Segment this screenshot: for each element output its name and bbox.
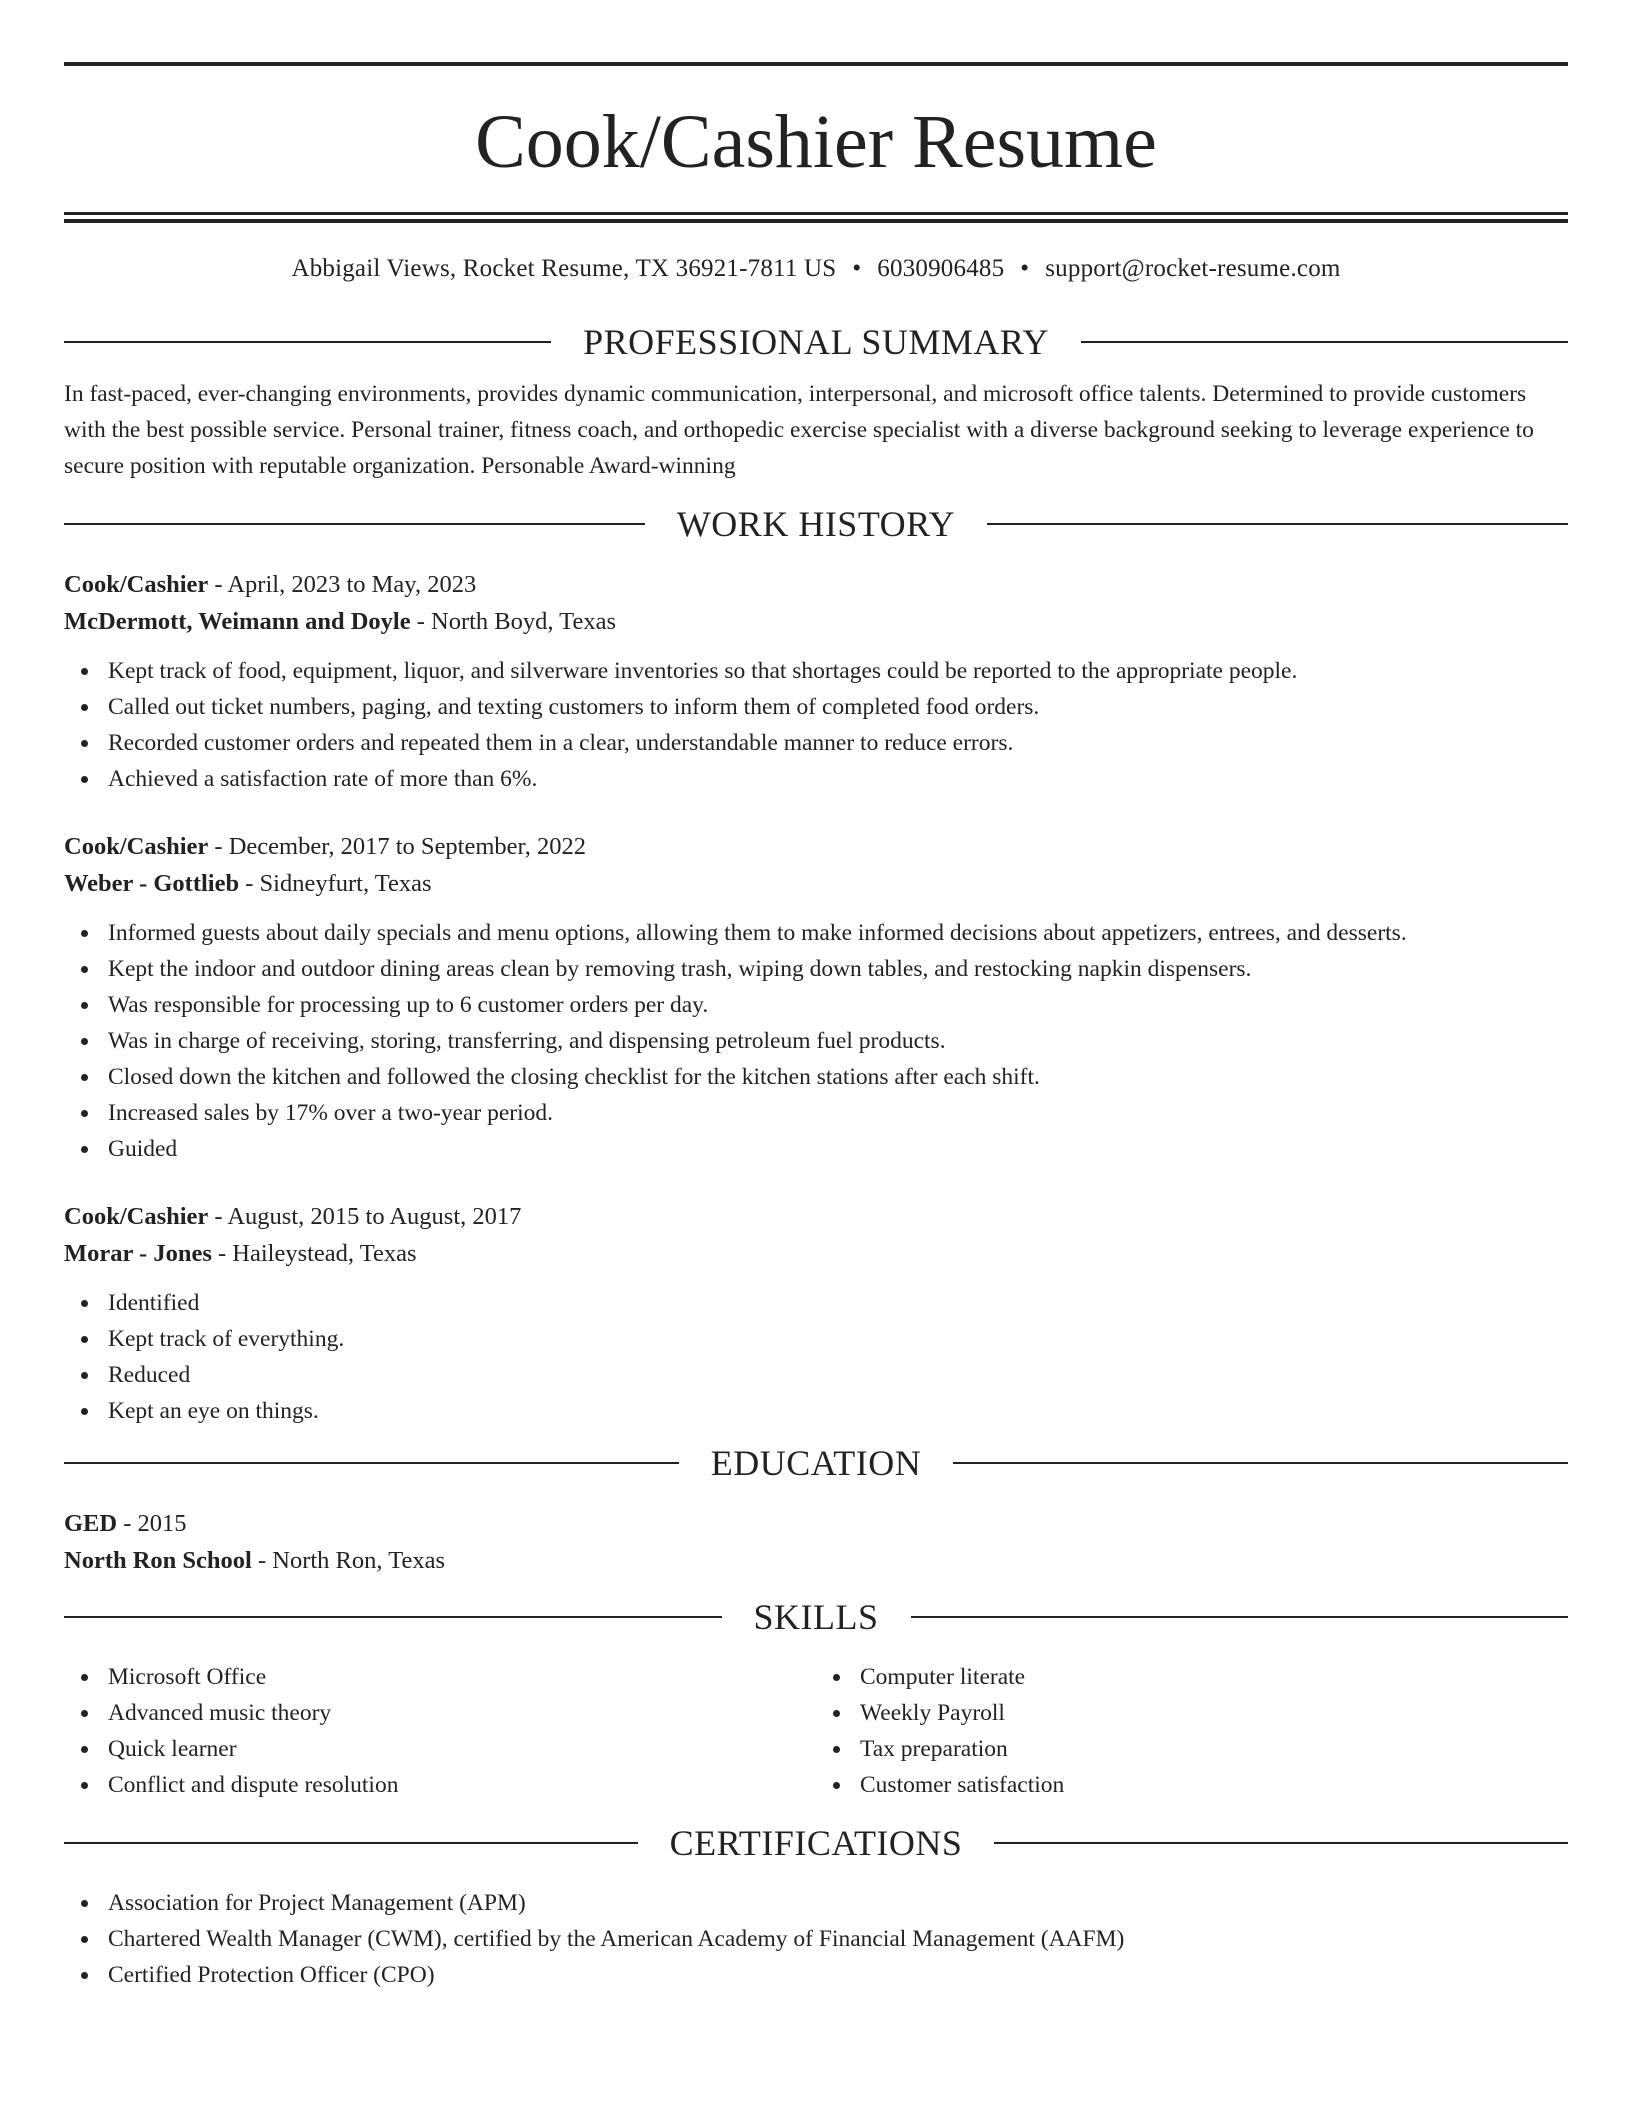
skill-item: Tax preparation <box>816 1731 1568 1767</box>
contact-separator: • <box>852 255 862 282</box>
job-title: Cook/Cashier <box>64 571 209 598</box>
list-item: Informed guests about daily specials and menu options, allowing them to make informed decisions about appetizers, entrees, and desserts. <box>64 915 1568 951</box>
degree-year: - 2015 <box>117 1510 187 1537</box>
certifications-heading <box>64 1825 1568 1861</box>
list-item: Identified <box>64 1285 1568 1321</box>
skill-item: Advanced music theory <box>64 1695 816 1731</box>
company-location: - North Boyd, Texas <box>410 608 616 635</box>
company-name: McDermott, Weimann and Doyle <box>64 608 411 635</box>
heading-rule-right <box>994 1842 1568 1844</box>
list-item: Recorded customer orders and repeated them in a clear, understandable manner to reduce errors. <box>64 725 1568 761</box>
company-location: - Sidneyfurt, Texas <box>239 870 432 897</box>
list-item: Kept an eye on things. <box>64 1393 1568 1429</box>
work-history-heading-text: WORK HISTORY <box>676 504 956 544</box>
job-title: Cook/Cashier <box>64 833 209 860</box>
contact-separator: • <box>1020 255 1030 282</box>
job-dates: - April, 2023 to May, 2023 <box>208 571 477 598</box>
heading-rule-right <box>953 1462 1568 1464</box>
list-item: Closed down the kitchen and followed the closing checklist for the kitchen stations after each shift. <box>64 1059 1568 1095</box>
job-bullets <box>64 653 1568 797</box>
list-item: Called out ticket numbers, paging, and texting customers to inform them of completed food orders. <box>64 689 1568 725</box>
resume-title: Cook/Cashier Resume <box>475 100 1157 184</box>
skills-column-right <box>816 1659 1568 1803</box>
job-bullets <box>64 915 1568 1167</box>
list-item: Was in charge of receiving, storing, transferring, and dispensing petroleum fuel products. <box>64 1023 1568 1059</box>
job-title: Cook/Cashier <box>64 1203 209 1230</box>
company-line <box>64 865 1568 903</box>
skill-item: Customer satisfaction <box>816 1767 1568 1803</box>
certifications-heading-text: CERTIFICATIONS <box>669 1823 963 1863</box>
skills-grid <box>64 1659 1568 1803</box>
school-location: - North Ron, Texas <box>251 1547 445 1574</box>
job-entry <box>64 829 1568 1167</box>
company-name: Morar - Jones <box>64 1240 212 1267</box>
education-heading <box>64 1445 1568 1481</box>
heading-rule-right <box>1081 341 1568 343</box>
heading-rule-left <box>64 523 645 525</box>
degree: GED <box>64 1510 118 1537</box>
degree-line <box>64 1506 1568 1542</box>
education-heading-text: EDUCATION <box>710 1443 922 1483</box>
job-entry <box>64 1199 1568 1429</box>
company-line <box>64 603 1568 641</box>
summary-heading-text: PROFESSIONAL SUMMARY <box>583 322 1049 362</box>
contact-address: Abbigail Views, Rocket Resume, TX 36921-7811 US <box>291 255 837 282</box>
list-item: Guided <box>64 1131 1568 1167</box>
heading-rule-right <box>911 1616 1569 1618</box>
heading-rule-left <box>64 341 551 343</box>
job-title-line <box>64 567 1568 603</box>
skills-heading <box>64 1599 1568 1635</box>
contact-phone: 6030906485 <box>877 255 1005 282</box>
skills-heading-text: SKILLS <box>753 1597 879 1637</box>
company-line <box>64 1235 1568 1273</box>
certifications-list <box>64 1885 1568 1993</box>
certification-item: Certified Protection Officer (CPO) <box>64 1957 1568 1993</box>
job-entry <box>64 567 1568 797</box>
heading-rule-left <box>64 1462 679 1464</box>
top-rule <box>64 62 1568 66</box>
company-name: Weber - Gottlieb <box>64 870 240 897</box>
resume-page <box>64 62 1568 1993</box>
job-title-line <box>64 1199 1568 1235</box>
summary-text: In fast-paced, ever-changing environments, provides dynamic communication, interpersonal, and microsoft office talents. Determined to provide customers with the best possible service. Personal trainer, fitness coach, and orthopedic exercise specialist with a diverse background seeking to leverage experience to secure position with reputable organization. Personable Award-winning <box>64 381 1534 479</box>
work-history-heading <box>64 506 1568 542</box>
job-dates: - December, 2017 to September, 2022 <box>208 833 586 860</box>
list-item: Increased sales by 17% over a two-year period. <box>64 1095 1568 1131</box>
skills-column-left <box>64 1659 816 1803</box>
skill-item: Conflict and dispute resolution <box>64 1767 816 1803</box>
contact-line <box>64 255 1568 285</box>
heading-rule-right <box>987 523 1568 525</box>
list-item: Kept track of everything. <box>64 1321 1568 1357</box>
heading-rule-left <box>64 1842 638 1844</box>
job-bullets <box>64 1285 1568 1429</box>
heading-rule-left <box>64 1616 722 1618</box>
company-location: - Haileystead, Texas <box>211 1240 417 1267</box>
skill-item: Weekly Payroll <box>816 1695 1568 1731</box>
job-title-line <box>64 829 1568 865</box>
certification-item: Chartered Wealth Manager (CWM), certified by the American Academy of Financial Management (AAFM) <box>64 1921 1568 1957</box>
job-dates: - August, 2015 to August, 2017 <box>208 1203 522 1230</box>
school-line <box>64 1542 1568 1580</box>
skill-item: Computer literate <box>816 1659 1568 1695</box>
skill-item: Quick learner <box>64 1731 816 1767</box>
certification-item: Association for Project Management (APM) <box>64 1885 1568 1921</box>
list-item: Reduced <box>64 1357 1568 1393</box>
list-item: Kept track of food, equipment, liquor, and silverware inventories so that shortages could be reported to the appropriate people. <box>64 653 1568 689</box>
list-item: Achieved a satisfaction rate of more than 6%. <box>64 761 1568 797</box>
list-item: Kept the indoor and outdoor dining areas clean by removing trash, wiping down tables, and restocking napkin dispensers. <box>64 951 1568 987</box>
education-entry <box>64 1506 1568 1580</box>
skill-item: Microsoft Office <box>64 1659 816 1695</box>
school-name: North Ron School <box>64 1547 252 1574</box>
summary-heading <box>64 324 1568 360</box>
contact-email[interactable]: support@rocket-resume.com <box>1045 255 1341 282</box>
double-rule <box>64 212 1568 223</box>
list-item: Was responsible for processing up to 6 customer orders per day. <box>64 987 1568 1023</box>
